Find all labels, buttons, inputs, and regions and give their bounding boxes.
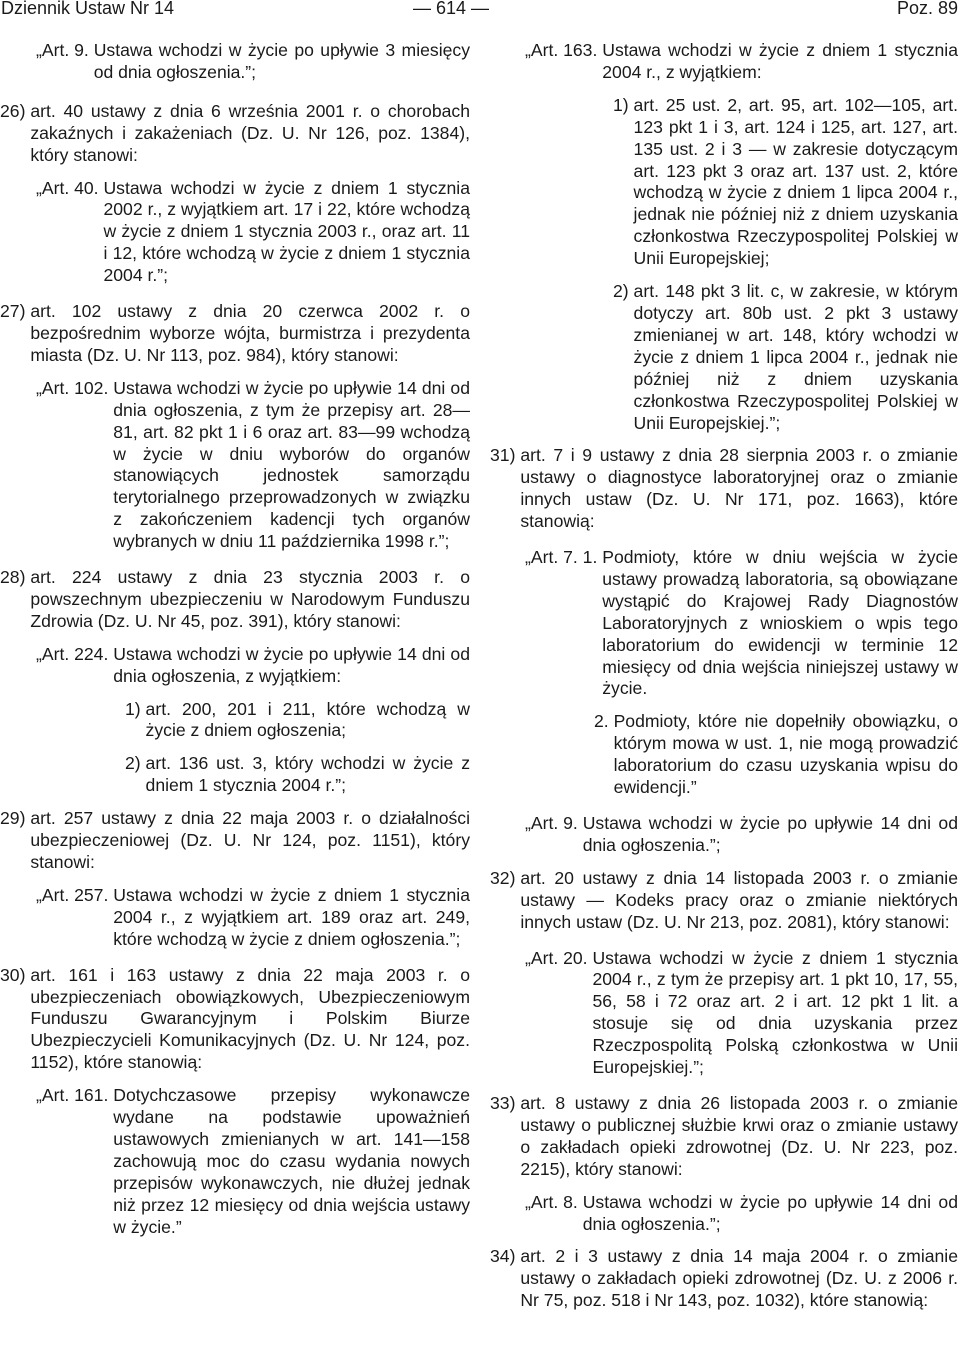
quote-label: 2. [594, 711, 614, 732]
quote-label: „Art. 161. [36, 1085, 114, 1106]
quote-label: „Art. 163. [525, 40, 603, 60]
item-number: 29) [0, 808, 31, 829]
quote-text: Dotychczasowe przepisy wykonawcze wydane na podstawie upoważnień ustawowych zmienianych w art. 141—158 zachowują moc do czasu wydania nowych przepisów wykonawczych, nie dłużej jednak niż przez 12 miesięcy od dnia wejścia ustawy w życie.” [113, 1085, 470, 1237]
item-text: art. 20 ustawy z dnia 14 listopada 2003 r. o zmianie ustawy — Kodeks pracy oraz o zmianie niektórych innych ustaw (Dz. U. Nr 213, poz. 2081), który stanowi: [520, 867, 958, 932]
quote-art-9 [525, 813, 958, 857]
item-34 [490, 1246, 958, 1312]
item-text: art. 102 ustawy z dnia 20 czerwca 2002 r. o bezpośrednim wyborze wójta, burmistrza i prezydenta miasta (Dz. U. Nr 113, poz. 984), który stanowi: [30, 301, 470, 365]
sub-number: 2) [613, 281, 634, 302]
quote-label: „Art. 7. 1. [525, 547, 603, 568]
item-number: 32) [490, 867, 521, 888]
sub-item-224-1 [125, 699, 470, 743]
quote-art-102 [36, 378, 470, 553]
quote-label: „Art. 9. [525, 813, 583, 833]
quote-text: Ustawa wchodzi w życie z dniem 1 stycznia 2004 r., z tym że przepisy art. 1 pkt 10, 17, 55, 56, 58 i 72 oraz art. 2 i art. 12 pkt 1 lit. a stosuje się od dnia uzyskania przez Rzeczpospolitą Polską członkostwa w Unii Europejskiej.”; [592, 947, 958, 1078]
item-26 [0, 101, 470, 167]
item-number: 34) [490, 1246, 521, 1267]
item-29 [0, 808, 470, 874]
quote-text: Podmioty, które nie dopełniły obowiązku, o którym mowa w ust. 1, nie mogą prowadzić laboratorium do czasu uzyskania wpisu do ewidencji.” [613, 711, 958, 798]
quote-art-161 [36, 1085, 470, 1238]
right-column [490, 40, 958, 1312]
sub-text: art. 25 ust. 2, art. 95, art. 102—105, art. 123 pkt 1 i 3, art. 124 i 125, art. 127, art. 135 ust. 2 i 3 — w zakresie dotyczącym art. 123 pkt 3 oraz art. 137 ust. 2, które wchodzą w życie z dniem 1 lipca 2004 r., jednak nie później niż z dniem uzyskania członkostwa Rzeczypospolitej Polskiej w Unii Europejskiej; [633, 94, 958, 269]
quote-text: Podmioty, które w dniu wejścia w życie ustawy prowadzą laboratoria, są obowiązane wystąpić do Krajowej Rady Diagnostów Laboratoryjnych z wnioskiem o wpis tego laboratorium do ewidencji w terminie 12 miesięcy od dnia wejścia niniejszej ustawy w życie. [602, 547, 958, 699]
item-number: 26) [0, 100, 31, 121]
quote-art-7-2 [594, 711, 958, 799]
journal-title: Dziennik Ustaw Nr 14 [1, 0, 175, 18]
quote-art-8 [525, 1192, 958, 1236]
quote-art-163 [525, 40, 958, 84]
item-33 [490, 1093, 958, 1181]
quote-text: Ustawa wchodzi w życie po upływie 14 dni od dnia ogłoszenia.”; [582, 813, 958, 855]
quote-label: „Art. 102. [36, 377, 114, 398]
sub-number: 1) [613, 94, 634, 115]
quote-text: Ustawa wchodzi w życie po upływie 3 miesięcy od dnia ogłoszenia.”; [93, 40, 470, 82]
quote-text: Ustawa wchodzi w życie z dniem 1 stycznia 2004 r., z wyjątkiem art. 189 oraz art. 249, które wchodzą w życie z dniem ogłoszenia.”; [113, 884, 470, 949]
quote-text: Ustawa wchodzi w życie z dniem 1 stycznia 2002 r., z wyjątkiem art. 17 i 22, które wchodzą w życie z dniem 1 stycznia 2003 r., oraz art. 11 i 12, które wchodzą w życie z dniem 1 stycznia 2004 r.”; [103, 177, 470, 286]
item-number: 31) [490, 445, 521, 466]
quote-label: „Art. 9. [36, 40, 94, 60]
item-27 [0, 301, 470, 367]
quote-text: Ustawa wchodzi w życie z dniem 1 stycznia 2004 r., z wyjątkiem: [602, 40, 958, 82]
item-number: 27) [0, 301, 31, 322]
item-text: art. 40 ustawy z dnia 6 września 2001 r. o chorobach zakaźnych i zakażeniach (Dz. U. Nr 126, poz. 1384), który stanowi: [30, 100, 470, 165]
sub-text: art. 136 ust. 3, który wchodzi w życie z dniem 1 stycznia 2004 r.”; [145, 753, 470, 796]
item-text: art. 2 i 3 ustawy z dnia 14 maja 2004 r. o zmianie ustawy o zakładach opieki zdrowotnej (Dz. U. z 2006 r. Nr 75, poz. 518 i Nr 143, poz. 1032), które stanowią: [520, 1246, 958, 1311]
left-column [0, 40, 470, 1239]
quote-art-9 [36, 40, 470, 84]
quote-art-20 [525, 948, 958, 1079]
item-number: 30) [0, 964, 31, 985]
item-30 [0, 965, 470, 1075]
item-number: 33) [490, 1092, 521, 1113]
quote-art-224 [36, 644, 470, 688]
quote-art-40 [36, 178, 470, 288]
sub-number: 1) [125, 698, 146, 719]
sub-item-163-1 [613, 95, 958, 270]
sub-text: art. 148 pkt 3 lit. c, w zakresie, w którym dotyczy art. 80b ust. 2 pkt 3 ustawy zmienianej w art. 148, który wchodzi w życie z dniem 1 lipca 2004 r., jednak nie później niż z dniem uzyskania członkostwa Rzeczypospolitej Polskiej w Unii Europejskiej.”; [633, 281, 958, 433]
quote-label: „Art. 257. [36, 884, 114, 905]
sub-text: art. 200, 201 i 211, które wchodzą w życie z dniem ogłoszenia; [145, 698, 470, 741]
position-number: Poz. 89 [896, 0, 958, 18]
sub-item-163-2 [613, 281, 958, 434]
quote-label: „Art. 8. [525, 1191, 583, 1212]
page-header [0, 0, 960, 26]
item-text: art. 7 i 9 ustawy z dnia 28 sierpnia 2003 r. o zmianie ustawy o diagnostyce laboratoryjnej oraz o zmianie innych ustaw (Dz. U. Nr 171, poz. 1663), które stanowią: [520, 445, 958, 532]
item-number: 28) [0, 567, 31, 588]
quote-text: Ustawa wchodzi w życie po upływie 14 dni od dnia ogłoszenia, z wyjątkiem: [113, 643, 470, 686]
quote-label: „Art. 40. [36, 177, 104, 198]
item-text: art. 257 ustawy z dnia 22 maja 2003 r. o działalności ubezpieczeniowej (Dz. U. Nr 124, poz. 1151), który stanowi: [30, 808, 470, 872]
item-text: art. 224 ustawy z dnia 23 stycznia 2003 r. o powszechnym ubezpieczeniu w Narodowym Funduszu Zdrowia (Dz. U. Nr 45, poz. 391), który stanowi: [30, 567, 470, 631]
item-text: art. 8 ustawy z dnia 26 listopada 2003 r. o zmianie ustawy o publicznej służbie krwi oraz o zmianie ustawy o zakładach opieki zdrowotnej (Dz. U. Nr 223, poz. 2215), który stanowi: [520, 1092, 958, 1179]
item-32 [490, 868, 958, 934]
item-31 [490, 445, 958, 533]
sub-number: 2) [125, 753, 146, 774]
page-number: — 614 — [413, 0, 490, 18]
sub-item-224-2 [125, 753, 470, 797]
quote-label: „Art. 20. [525, 947, 593, 968]
quote-art-257 [36, 885, 470, 951]
quote-label: „Art. 224. [36, 643, 114, 664]
quote-art-7-1 [525, 547, 958, 700]
item-text: art. 161 i 163 ustawy z dnia 22 maja 2003 r. o ubezpieczeniach obowiązkowych, Ubezpieczeniowym Funduszu Gwarancyjnym i Polskim Biurze Ubezpieczycieli Komunikacyjnych (Dz. U. Nr 124, poz. 1152), które stanowią: [30, 964, 470, 1073]
item-28 [0, 567, 470, 633]
quote-text: Ustawa wchodzi w życie po upływie 14 dni od dnia ogłoszenia.”; [582, 1191, 958, 1234]
quote-text: Ustawa wchodzi w życie po upływie 14 dni od dnia ogłoszenia, z tym że przepisy art. 28—81, art. 82 pkt 1 i 6 oraz art. 83—99 wchodzą w życie w dniu wyborów do organów stanowiących jednostek samorządu terytorialnego przeprowadzonych w związku z zakończeniem kadencji tych organów wybranych w dniu 11 października 1998 r.”; [113, 377, 470, 552]
